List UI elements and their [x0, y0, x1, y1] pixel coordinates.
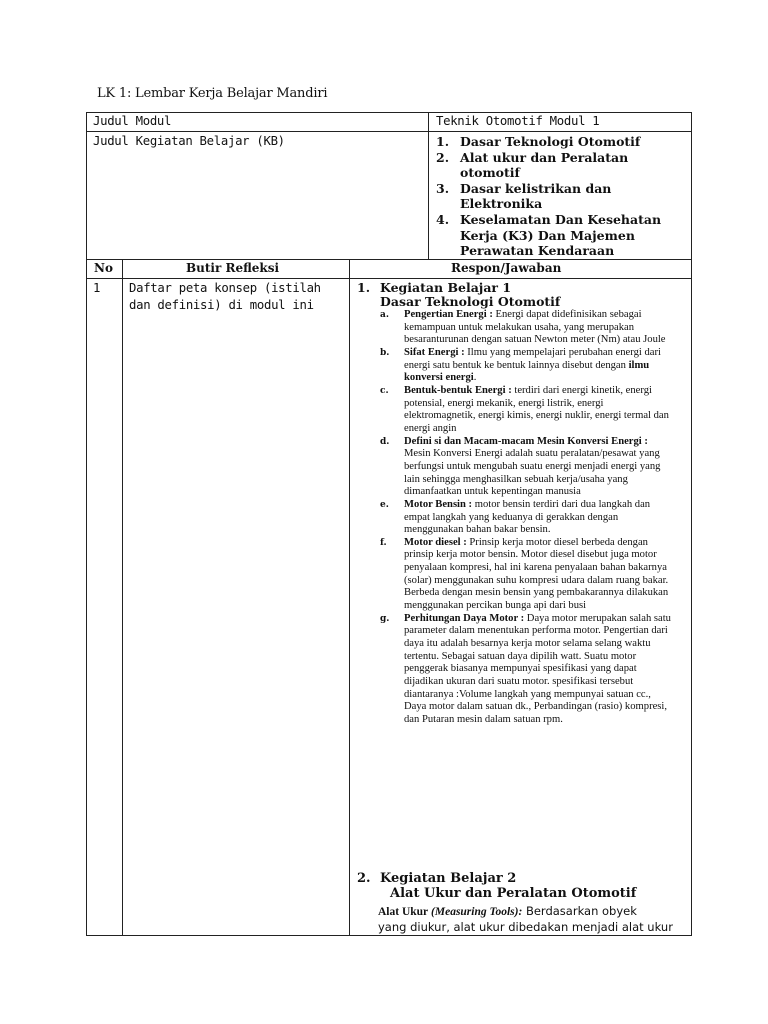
judul-modul-label: Judul Modul: [93, 114, 172, 128]
header-no: No: [94, 261, 113, 275]
butir-text-line2: dan definisi) di modul ini: [129, 298, 314, 312]
kb2-number: 2.: [357, 871, 371, 886]
header-respon-jawaban: Respon/Jawaban: [451, 261, 562, 275]
list-item: d. Defini si dan Macam-macam Mesin Konversi Energi : Mesin Konversi Energi adalah suatu peralatan/pesawat yang berfungsi untuk mengubah suatu energi menjadi energi yang lain sehingga menghasilkan sebuah kerja/usaha yang dimanfaatkan untuk kepentingan manusia: [380, 435, 661, 498]
col-divider-butir: [349, 259, 350, 936]
judul-kb-label: Judul Kegiatan Belajar (KB): [93, 134, 285, 148]
reflection-header-divider: [86, 278, 692, 279]
kb1-heading: Kegiatan Belajar 1: [380, 280, 512, 295]
list-item: g. Perhitungan Daya Motor : Daya motor merupakan salah satu parameter dalam menentukan performa motor. Pengertian dari daya itu adalah besarnya kerja motor selama selang waktu tertentu. Sebagai satuan daya dipilih watt. Suatu motor penggerak biasanya mempunyai spesifikasi yang dapat dijadikan ukuran dari suatu motor. spesifikasi tersebut diantaranya :Volume langkah yang mempunyai satuan cc., Daya motor dalam satuan dk., Perbandingan (rasio) kompresi, dan Putaran mesin dalam satuan rpm.: [380, 612, 671, 725]
butir-text-line1: Daftar peta konsep (istilah: [129, 281, 321, 295]
kb1-number: 1.: [357, 280, 371, 295]
kb2-heading: Kegiatan Belajar 2: [380, 871, 517, 886]
kb-title-item: 4. Keselamatan Dan Kesehatan Kerja (K3) Dan Majemen Perawatan Kendaraan: [436, 211, 662, 259]
judul-modul-value: Teknik Otomotif Modul 1: [436, 114, 600, 128]
page-title: LK 1: Lembar Kerja Belajar Mandiri: [97, 86, 328, 101]
list-item: c. Bentuk-bentuk Energi : terdiri dari energi kinetik, energi potensial, energi mekanik, energi listrik, energi elektromagnetik, energi kimis, energi nuklir, energi termal dan energi angin: [380, 384, 669, 434]
kb1-subheading: Dasar Teknologi Otomotif: [380, 294, 561, 309]
list-item: e. Motor Bensin : motor bensin terdiri dari dua langkah dan empat langkah yang keduanya di gerakkan dengan menggunakan bahan bakar bensin.: [380, 498, 651, 536]
info-table-divider: [428, 112, 429, 260]
kb-title-item: 2. Alat ukur dan Peralatan otomotif: [436, 149, 629, 181]
kb1-item-list: [378, 309, 673, 727]
kb2-subheading: Alat Ukur dan Peralatan Otomotif: [390, 886, 637, 901]
header-butir-refleksi: Butir Refleksi: [186, 261, 280, 275]
kb2-text-line2: yang diukur, alat ukur dibedakan menjadi alat ukur: [378, 920, 673, 934]
kb-title-item: 3. Dasar kelistrikan dan Elektronika: [436, 180, 612, 212]
kb2-text-line1: Alat Ukur (Measuring Tools): Berdasarkan obyek: [378, 904, 637, 918]
kb-title-item: 1. Dasar Teknologi Otomotif: [436, 134, 641, 149]
list-item: a. Pengertian Energi : Energi dapat didefinisikan sebagai kemampuan untuk melakukan usaha, yang merupakan besaranturunan dengan satuan Newton meter (Nm) atau Joule: [380, 309, 666, 346]
row-number: 1: [93, 281, 101, 295]
list-item: b. Sifat Energi : Ilmu yang mempelajari perubahan energi dari energi satu bentuk ke bentuk lainnya disebut dengan ilmu konversi energi.: [380, 346, 661, 384]
info-table-row-divider: [86, 131, 692, 132]
col-divider-no: [122, 259, 123, 936]
kb-title-list: [436, 134, 686, 259]
list-item: f. Motor diesel : Prinsip kerja motor diesel berbeda dengan prinsip kerja motor bensin. Motor diesel disebut juga motor penyalaan kompresi, hal ini karena penyalaan bahan bakarnya (solar) menggunakan suhu kompresi udara dalam ruang bakar. Berbeda dengan mesin bensin yang pembakarannya dilakukan menggunakan percikan bunga api dari busi: [380, 536, 669, 612]
